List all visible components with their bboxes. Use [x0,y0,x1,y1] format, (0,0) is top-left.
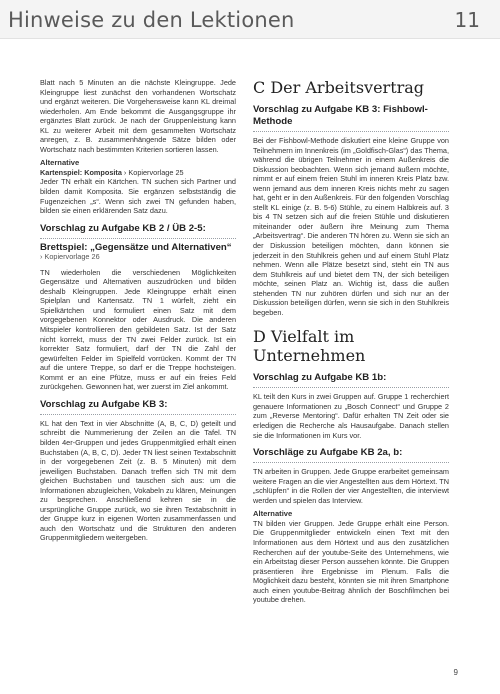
chapter-heading-d: D Vielfalt im Unternehmen [253,327,366,366]
brettspiel-title: Brettspiel: „Gegensätze und Alternativen“ [40,241,232,253]
alternative-label: Alternative [253,509,293,519]
paragraph: TN bilden vier Gruppen. Jede Gruppe erhält eine Person. Die Gruppenmitglieder entwickeln einen Text mit den Informationen aus dem Hörtext und aus den zusätzlichen Recherchen auf der youtube-Seite des Unternehmens, wie ein Arbeitstag dieser Person aussehen könnte. Die Gruppen präsentieren ihre Ergebnisse im Plenum. Falls die Möglichkeit dazu besteht, könnten sie mit ihren Smartphone auch einen youtube-Beitrag ähnlich der Boschfilmchen bei youtube drehen. [253,518,449,605]
chapter-heading-c: C Der Arbeitsvertrag [253,78,425,97]
lesson-number: 11 [454,8,480,32]
brettspiel-ref: › Kopiervorlage 26 [40,252,100,262]
header-title: Hinweise zu den Lektionen [8,8,295,32]
page-header [0,0,500,39]
paragraph: Bei der Fishbowl-Methode diskutiert eine kleine Gruppe von Teilnehmern im Innenkreis (im „Goldfisch-Glas“) das Thema, während die übrigen Teilnehmer in einem Außenkreis die Diskussion beobachten. Wenn sich jemand äußern möchte, nimmt er auf einem freien Stuhl im inneren Kreis Platz bzw. wenn jemand aus dem inneren Kreis nichts mehr zu sagen hat, geht er in den Außenkreis. Für den folgenden Vorschlag stellt KL einige (z. B. 5-6) Stühle, zu einem Halbkreis auf. 3 bis 4 TN setzen sich auf die freien Stühle und diskutieren miteinander oder äußern ihre Meinung zum Thema „Arbeitsvertrag“. Die anderen TN hören zu. Wenn sie sich an der Diskussion beteiligen möchten, dann können sie jederzeit in den Stuhlkreis gehen und auf einem Stuhl Platz nehmen. Wenn alle Plätze besetzt sind, steht ein TN aus dem Stuhlkreis auf und bietet dem TN, der sich beteiligen möchte, seinen Platz an. Wichtig ist, dass die außen stehenden TN nur zuhören dürfen und sich nur an der Diskussion beteiligen dürfen, wenn sie sich in den Stuhlkreis begeben. [253,136,449,317]
right-column [253,78,449,609]
kartenspiel-line [40,168,236,178]
paragraph: KL teilt den Kurs in zwei Gruppen auf. Gruppe 1 recherchiert genauere Informationen zu „Bosch Connect“ und Gruppe 2 zum „Reverse Mentoring“. Dafür erhalten TN Zeit oder sie erledigen die Recherche als Hausaufgabe. Danach stellen sie die Informationen im Kurs vor. [253,392,449,440]
section-heading: Vorschlag zu Aufgabe KB 3: [40,399,236,415]
paragraph: Blatt nach 5 Minuten an die nächste Kleingruppe. Jede Kleingruppe liest zunächst den vorhandenen Wortschatz und ergänzt weiteren. Die Vorgehensweise kann KL dreimal wiederholen. Am Ende bekommt die Ausgangsgruppe ihr ergänztes Blatt zurück. Je nach der Gruppenleistung kann KL zu weiterer Arbeit mit dem gesammelten Wortschatz anregen, z. B. zusammenhängende Sätze bilden oder Wortschatz nach bestimmten Kriterien sortieren lassen. [40,78,236,154]
alternative-label: Alternative [40,158,80,168]
section-heading: Vorschlag zu Aufgabe KB 1b: [253,372,449,388]
page-number: 9 [453,668,458,677]
paragraph: KL hat den Text in vier Abschnitte (A, B, C, D) geteilt und schreibt die Nummerierung der Zeilen an die Tafel. TN bilden 4er-Gruppen und jedes Gruppenmitglied erhält einen Buchstaben (A, B, C, D). Jeder TN liest seinen Textabschnitt in der vorgegebenen Zeit (z. B. 5 Minuten) mit dem jeweiligen Buchstaben. Danach treffen sich TN mit dem gleichen Buchstaben und tauschen sich aus: um die Informationen abzugleichen, Vokabeln zu klären, Meinungen zu besprechen. Anschließend kehren sie in die ursprüngliche Gruppe zurück, wo sie ihren Textabschnitt in der Gruppe kurz in eigenen Worten zusammenfassen und auch den Wortschatz und die Strukturen den anderen Gruppenmitgliedern weitergeben. [40,418,236,543]
left-column [40,78,236,547]
paragraph: TN arbeiten in Gruppen. Jede Gruppe erarbeitet gemeinsam weitere Fragen an die vier Angestellten aus dem Hörtext. TN „schlüpfen“ in die Rollen der vier Angestellten, die interviewt werden und spielen das Interview. [253,467,449,505]
paragraph: TN wiederholen die verschiedenen Möglichkeiten Gegensätze und Alternativen auszudrücken und bilden deshalb Kleingruppen. Jede Kleingruppe erhält einen Spielplan und Kartensatz. TN 1 würfelt, zieht ein Spielkärtchen und formuliert einen Satz mit dem vorgegebenen Konnektor oder Ausdruck. Die anderen Mitspieler kontrollieren den gebildeten Satz. Ist der Satz nicht korrekt, muss der TN zwei Felder zurück. Ist ein korrekter Satz formuliert, darf der TN die Zahl der gewürfelten Felder im Spielfeld vorrücken. Kommt der TN auf die untere Treppe, so darf er die Treppe hochsteigen. Kommt er an eine Pfütze, muss er auf ein freies Feld zurückgehen. Gewonnen hat, wer zuerst im Ziel ankommt. [40,267,236,392]
section-heading: Vorschlag zu Aufgabe KB 2 / ÜB 2-5: [40,223,236,239]
kartenspiel-ref: › Kopiervorlage 25 [121,167,184,177]
section-heading: Vorschlag zu Aufgabe KB 3: Fishbowl-Methode [253,104,449,132]
paragraph: Jeder TN erhält ein Kärtchen. TN suchen sich Partner und bilden damit Komposita. Sie ergänzen selbstständig die Fugenzeichen „s“. Wenn sich zwei TN gefunden haben, bilden sie einen erklärenden Satz dazu. [40,177,236,216]
brettspiel-heading [40,243,236,262]
kartenspiel-label: Kartenspiel: Komposita [40,167,122,177]
section-heading: Vorschläge zu Aufgabe KB 2a, b: [253,447,449,463]
